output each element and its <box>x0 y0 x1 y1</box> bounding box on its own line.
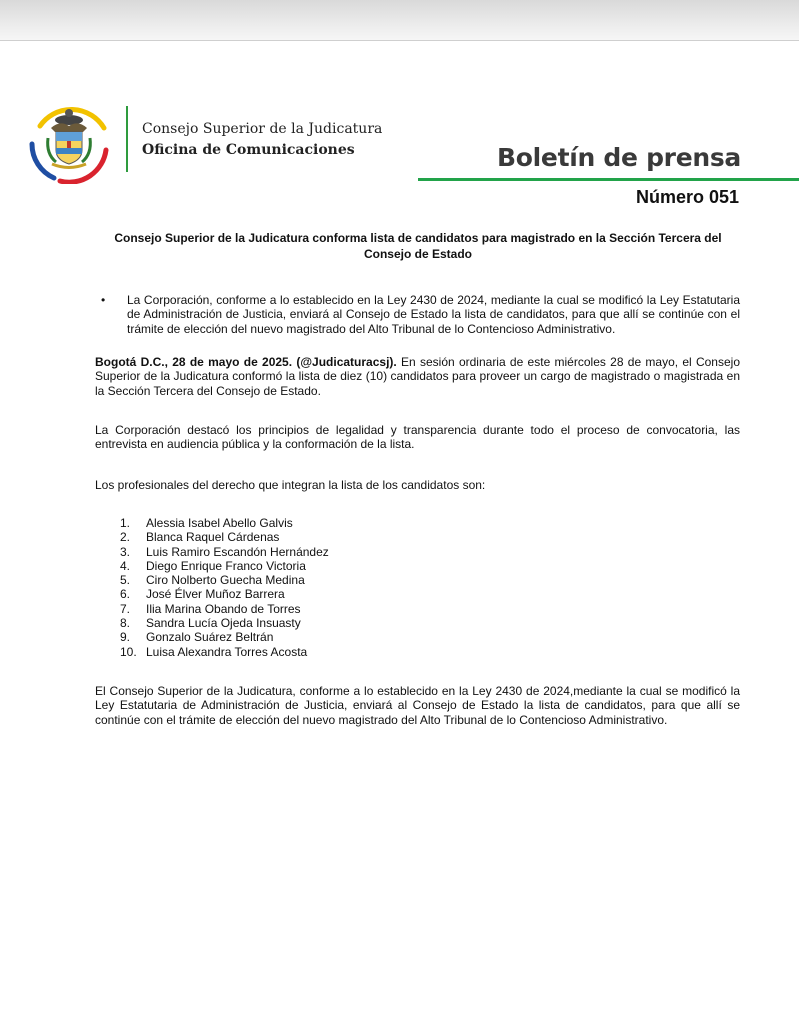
summary-bullet: La Corporación, conforme a lo establecido en la Ley 2430 de 2024, mediante la cual se modificó la Ley Estatutaria de Administración de Justicia, enviará al Consejo de Estado la lista de candidatos, para que allí se continúe con el trámite de elección del nuevo magistrado del Alto Tribunal de lo Contencioso Administrativo. <box>127 293 740 336</box>
list-number: 9. <box>120 630 131 645</box>
list-item <box>120 516 329 530</box>
candidate-name: Alessia Isabel Abello Galvis <box>146 516 293 530</box>
candidate-name: Diego Enrique Franco Victoria <box>146 558 306 573</box>
candidate-name: José Élver Muñoz Barrera <box>146 587 285 602</box>
intro-text: En sesión ordinaria de este miércoles 28 de mayo, el Consejo Superior de la Judicatura conformó la lista de diez (10) candidatos para proveer un cargo de magistrado o magistrada en la Sección Tercera del Consejo de Estado. <box>95 355 740 398</box>
list-number: 3. <box>120 544 131 559</box>
list-number: 1. <box>120 516 131 530</box>
intro-paragraph <box>95 355 740 398</box>
list-number: 7. <box>120 601 131 616</box>
list-item <box>120 602 329 616</box>
header-divider <box>126 106 128 172</box>
list-item <box>120 645 329 659</box>
list-number: 4. <box>120 558 131 573</box>
press-headline: Consejo Superior de la Judicatura conforma lista de candidatos para magistrado en la Sección Tercera del Consejo de Estado <box>114 231 722 261</box>
dateline: Bogotá D.C., 28 de mayo de 2025. (@Judicaturacsj). <box>95 355 397 369</box>
list-item <box>120 616 329 630</box>
title-underline <box>418 178 799 181</box>
org-name: Consejo Superior de la Judicatura <box>142 121 383 137</box>
candidate-name: Luisa Alexandra Torres Acosta <box>146 644 308 659</box>
list-item <box>120 559 329 573</box>
bulletin-title: Boletín de prensa <box>497 143 741 172</box>
top-toolbar <box>0 0 799 41</box>
candidate-name: Ilia Marina Obando de Torres <box>146 601 301 616</box>
list-number: 6. <box>120 587 131 602</box>
office-name: Oficina de Comunicaciones <box>142 142 355 158</box>
candidate-name: Sandra Lucía Ojeda Insuasty <box>146 616 301 631</box>
list-number: 5. <box>120 573 131 588</box>
list-number: 10. <box>120 644 137 659</box>
list-item <box>120 545 329 559</box>
list-number: 8. <box>120 616 131 631</box>
closing-paragraph: El Consejo Superior de la Judicatura, conforme a lo establecido en la Ley 2430 de 2024,mediante la cual se modificó la Ley Estatutaria de Administración de Justicia, enviará al Consejo de Estado la lista de candidatos, para que allí se continúe con el trámite de elección del nuevo magistrado del Alto Tribunal de lo Contencioso Administrativo. <box>95 684 740 727</box>
candidate-list <box>120 516 329 659</box>
list-item <box>120 530 329 544</box>
candidate-name: Blanca Raquel Cárdenas <box>146 530 280 545</box>
list-item <box>120 573 329 587</box>
bulletin-number: Número 051 <box>635 187 739 207</box>
bullet-marker: • <box>101 293 106 307</box>
colombia-coat-of-arms-icon <box>26 98 112 184</box>
paragraph-list-intro: Los profesionales del derecho que integran la lista de los candidatos son: <box>95 478 486 492</box>
list-item <box>120 630 329 644</box>
list-number: 2. <box>120 530 131 545</box>
list-item <box>120 587 329 601</box>
paragraph-principles: La Corporación destacó los principios de legalidad y transparencia durante todo el proceso de convocatoria, las entrevista en audiencia pública y la conformación de la lista. <box>95 423 740 452</box>
candidate-name: Luis Ramiro Escandón Hernández <box>146 544 329 559</box>
candidate-name: Ciro Nolberto Guecha Medina <box>146 573 305 588</box>
candidate-name: Gonzalo Suárez Beltrán <box>146 630 274 645</box>
